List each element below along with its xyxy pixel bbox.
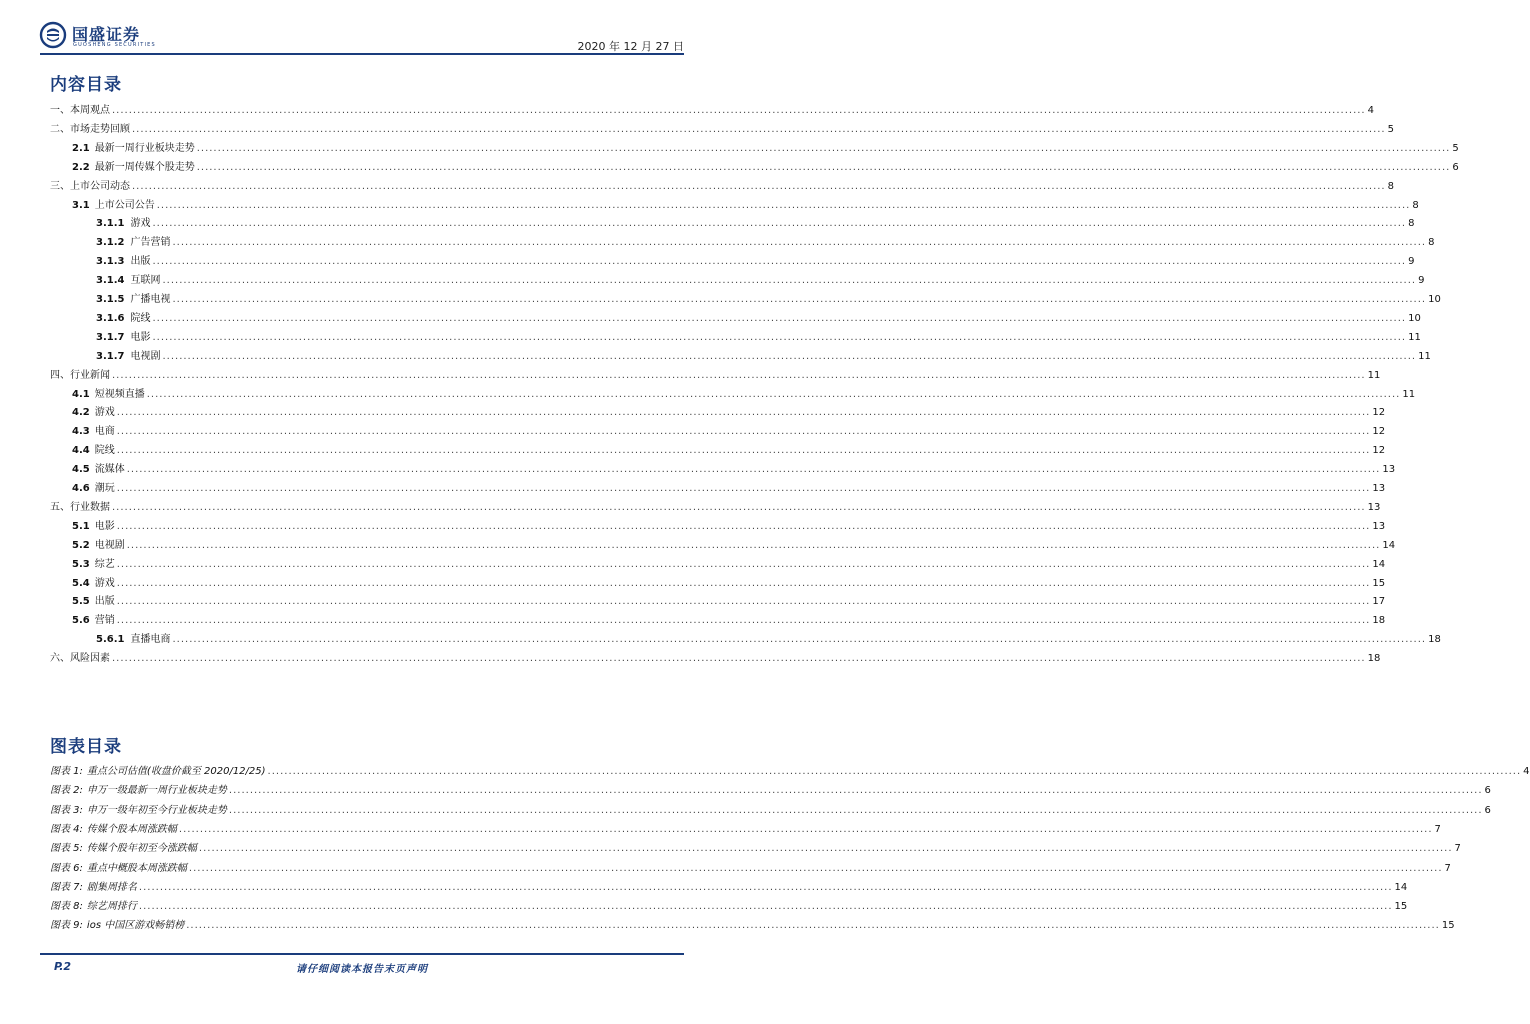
dot-leader: ............................................................................................................................................................................................................................................................................................................ bbox=[228, 804, 1483, 816]
dot-leader: ............................................................................................................................................................................................................................................................................................................ bbox=[162, 350, 1417, 362]
dot-leader: ............................................................................................................................................................................................................................................................................................................ bbox=[138, 881, 1393, 893]
dot-leader: ............................................................................................................................................................................................................................................................................................................ bbox=[138, 901, 1393, 913]
figure-entry[interactable] bbox=[50, 917, 1455, 933]
figure-entry-page: 6 bbox=[1484, 804, 1491, 816]
toc-entry-number: 4.4 bbox=[72, 445, 90, 457]
toc-entry[interactable] bbox=[96, 348, 1431, 364]
figure-entry-text: 申万一级最新一周行业板块走势 bbox=[86, 785, 227, 797]
figure-entry-prefix: 图表 5: bbox=[50, 843, 83, 855]
toc-entry-label bbox=[72, 520, 117, 534]
toc-entry-number: 3.1.4 bbox=[96, 275, 125, 287]
toc-entry-text: 出版 bbox=[130, 256, 151, 268]
toc-entry-text: 电影 bbox=[94, 520, 115, 532]
toc-entry-text: 二、市场走势回顾 bbox=[50, 123, 130, 135]
toc-entry-page: 14 bbox=[1372, 558, 1386, 570]
toc-entry[interactable] bbox=[72, 386, 1416, 402]
dot-leader: ............................................................................................................................................................................................................................................................................................................ bbox=[152, 331, 1407, 343]
toc-entry-text: 营销 bbox=[94, 615, 115, 627]
figure-entry[interactable] bbox=[50, 821, 1441, 837]
dot-leader: ............................................................................................................................................................................................................................................................................................................ bbox=[116, 426, 1371, 438]
dot-leader: ............................................................................................................................................................................................................................................................................................................ bbox=[126, 464, 1381, 476]
figure-entry-text: 综艺周排行 bbox=[86, 901, 137, 913]
dot-leader: ............................................................................................................................................................................................................................................................................................................ bbox=[116, 520, 1371, 532]
toc-entry-number: 3.1.3 bbox=[96, 256, 125, 268]
toc-entry-page: 5 bbox=[1387, 123, 1394, 135]
toc-entry-number: 3.1.5 bbox=[96, 294, 125, 305]
dot-leader: ............................................................................................................................................................................................................................................................................................................ bbox=[186, 920, 1440, 932]
dot-leader: ............................................................................................................................................................................................................................................................................................................ bbox=[188, 862, 1443, 874]
figure-entry-prefix: 图表 6: bbox=[50, 862, 83, 874]
dot-leader: ............................................................................................................................................................................................................................................................................................................ bbox=[198, 843, 1453, 855]
toc-entry-page: 13 bbox=[1372, 520, 1386, 532]
dot-leader: ............................................................................................................................................................................................................................................................................................................ bbox=[116, 596, 1371, 608]
figure-entry-text: ios 中国区游戏畅销榜 bbox=[86, 920, 185, 932]
toc-entry-label bbox=[96, 293, 172, 307]
toc-entry-text: 出版 bbox=[94, 596, 115, 608]
toc-entry-text: 上市公司公告 bbox=[94, 199, 155, 211]
toc-entry[interactable] bbox=[72, 197, 1419, 213]
figure-entry[interactable] bbox=[50, 802, 1491, 818]
toc-entry[interactable] bbox=[96, 253, 1415, 269]
toc-entry-label bbox=[96, 217, 152, 231]
toc-entry-text: 互联网 bbox=[130, 275, 161, 287]
toc-entry-page: 6 bbox=[1452, 161, 1459, 173]
toc-entry-page: 13 bbox=[1382, 464, 1396, 476]
toc-entry-label bbox=[50, 652, 112, 666]
toc-entry-text: 直播电商 bbox=[130, 634, 171, 646]
toc-entry-text: 游戏 bbox=[130, 218, 151, 230]
toc-entry-number: 5.4 bbox=[72, 577, 90, 589]
toc-entry-text: 电影 bbox=[130, 331, 151, 343]
toc-entry[interactable] bbox=[96, 272, 1425, 288]
toc-entry-page: 18 bbox=[1372, 615, 1386, 627]
figure-entry-label bbox=[50, 919, 186, 933]
toc-entry-text: 短视频直播 bbox=[94, 388, 145, 400]
toc-entry[interactable] bbox=[96, 631, 1441, 647]
dot-leader: ............................................................................................................................................................................................................................................................................................................ bbox=[172, 634, 1427, 646]
toc-entry[interactable] bbox=[72, 404, 1386, 420]
toc-entry-label bbox=[72, 142, 197, 156]
figure-entry-prefix: 图表 3: bbox=[50, 804, 83, 816]
toc-entry[interactable] bbox=[72, 423, 1386, 439]
figure-entry-text: 重点中概股本周涨跌幅 bbox=[86, 862, 187, 874]
toc-entry-label bbox=[72, 406, 117, 420]
toc-entry-page: 10 bbox=[1408, 312, 1421, 324]
toc-entry-number: 4.1 bbox=[72, 388, 90, 400]
toc-entry-label bbox=[50, 123, 132, 137]
figures-title: 图表目录 bbox=[50, 737, 122, 757]
toc-entry-number: 4.3 bbox=[72, 426, 90, 438]
dot-leader: ............................................................................................................................................................................................................................................................................................................ bbox=[152, 218, 1407, 230]
toc-entry-number: 2.1 bbox=[72, 142, 90, 154]
dot-leader: ............................................................................................................................................................................................................................................................................................................ bbox=[172, 294, 1427, 305]
dot-leader: ............................................................................................................................................................................................................................................................................................................ bbox=[116, 407, 1371, 419]
figure-entry-page: 4 bbox=[1523, 766, 1530, 777]
toc-entry-text: 电视剧 bbox=[130, 350, 161, 362]
figure-entry-text: 传媒个股本周涨跌幅 bbox=[86, 823, 177, 835]
toc-entry-label bbox=[72, 558, 117, 572]
toc-entry-page: 8 bbox=[1428, 237, 1435, 249]
toc-entry-label bbox=[96, 350, 162, 364]
toc-entry-text: 五、行业数据 bbox=[50, 501, 110, 513]
dot-leader: ............................................................................................................................................................................................................................................................................................................ bbox=[116, 615, 1371, 627]
toc-entry-page: 12 bbox=[1372, 407, 1386, 419]
figure-entry-prefix: 图表 4: bbox=[50, 823, 83, 835]
toc-entry-page: 17 bbox=[1372, 596, 1386, 608]
toc-entry-text: 电视剧 bbox=[94, 539, 125, 551]
toc-entry-number: 5.6 bbox=[72, 615, 90, 627]
toc-entry-page: 12 bbox=[1372, 445, 1386, 457]
toc-entry-label bbox=[50, 104, 112, 118]
figure-entry-label bbox=[50, 842, 199, 856]
dot-leader: ............................................................................................................................................................................................................................................................................................................ bbox=[156, 199, 1411, 211]
toc-entry[interactable] bbox=[72, 575, 1386, 591]
dot-leader: ............................................................................................................................................................................................................................................................................................................ bbox=[132, 123, 1386, 135]
toc-entry-text: 广告营销 bbox=[130, 237, 171, 249]
toc-entry[interactable] bbox=[50, 121, 1394, 137]
dot-leader: ............................................................................................................................................................................................................................................................................................................ bbox=[152, 256, 1407, 268]
dot-leader: ............................................................................................................................................................................................................................................................................................................ bbox=[196, 142, 1451, 154]
toc-entry-label bbox=[96, 255, 152, 269]
toc-entry[interactable] bbox=[72, 461, 1396, 477]
toc-entry-label bbox=[72, 577, 117, 591]
toc-entry-text: 院线 bbox=[130, 312, 151, 324]
company-name-en: GUOSHENG SECURITIES bbox=[73, 42, 156, 48]
toc-entry[interactable] bbox=[72, 537, 1396, 553]
dot-leader: ............................................................................................................................................................................................................................................................................................................ bbox=[146, 388, 1401, 400]
figure-entry-page: 7 bbox=[1434, 823, 1441, 835]
toc-entry-page: 15 bbox=[1372, 577, 1386, 589]
toc-entry-number: 2.2 bbox=[72, 161, 90, 173]
figure-entry-page: 15 bbox=[1394, 901, 1408, 913]
toc-entry-label bbox=[96, 331, 152, 345]
toc-entry[interactable] bbox=[96, 310, 1421, 326]
figure-entry-text: 重点公司估值(收盘价截至 2020/12/25) bbox=[86, 766, 266, 777]
figure-entry-label bbox=[50, 823, 179, 837]
figure-entry-text: 传媒个股年初至今涨跌幅 bbox=[86, 843, 197, 855]
toc-entry-label bbox=[50, 180, 132, 194]
dot-leader: ............................................................................................................................................................................................................................................................................................................ bbox=[126, 539, 1381, 551]
dot-leader: ............................................................................................................................................................................................................................................................................................................ bbox=[112, 105, 1366, 116]
toc-entry-page: 11 bbox=[1418, 350, 1431, 362]
toc-entry-page: 13 bbox=[1367, 501, 1381, 513]
report-date: 2020 年 12 月 27 日 bbox=[577, 40, 684, 53]
figure-entry-prefix: 图表 2: bbox=[50, 785, 83, 797]
dot-leader: ............................................................................................................................................................................................................................................................................................................ bbox=[116, 445, 1371, 457]
toc-entry-page: 18 bbox=[1428, 634, 1441, 646]
toc-entry-number: 5.2 bbox=[72, 539, 90, 551]
toc-entry[interactable] bbox=[72, 159, 1459, 175]
page-number: P.2 bbox=[54, 960, 72, 973]
toc-entry[interactable] bbox=[50, 102, 1374, 118]
header-divider bbox=[40, 53, 684, 55]
figure-entry-page: 7 bbox=[1454, 843, 1461, 855]
dot-leader: ............................................................................................................................................................................................................................................................................................................ bbox=[112, 501, 1366, 513]
toc-entry-label bbox=[72, 425, 117, 439]
toc-entry[interactable] bbox=[50, 650, 1381, 666]
toc-entry[interactable] bbox=[72, 593, 1386, 609]
figure-entry[interactable] bbox=[50, 898, 1408, 914]
toc-entry-number: 4.6 bbox=[72, 483, 90, 494]
toc-entry[interactable] bbox=[72, 612, 1386, 628]
figure-entry-prefix: 图表 9: bbox=[50, 920, 83, 932]
toc-entry-text: 游戏 bbox=[94, 407, 115, 419]
figure-entry-label bbox=[50, 784, 229, 798]
toc-entry-label bbox=[50, 501, 112, 515]
toc-entry-text: 潮玩 bbox=[94, 483, 115, 494]
page-header bbox=[0, 0, 724, 56]
toc-entry-number: 3.1.1 bbox=[96, 218, 125, 230]
toc-entry-page: 8 bbox=[1387, 180, 1394, 192]
toc-entry[interactable] bbox=[72, 480, 1386, 496]
toc-entry-number: 3.1.7 bbox=[96, 331, 125, 343]
disclaimer-note: 请仔细阅读本报告末页声明 bbox=[296, 964, 428, 975]
toc-entry-text: 三、上市公司动态 bbox=[50, 180, 130, 192]
company-logo-icon bbox=[40, 22, 66, 48]
figure-entry-label bbox=[50, 900, 139, 914]
dot-leader: ............................................................................................................................................................................................................................................................................................................ bbox=[132, 180, 1386, 192]
toc-entry-text: 最新一周传媒个股走势 bbox=[94, 161, 195, 173]
toc-entry-number: 3.1.2 bbox=[96, 237, 125, 249]
toc-entry-text: 院线 bbox=[94, 445, 115, 457]
toc-entry-label bbox=[96, 236, 172, 250]
figure-entry[interactable] bbox=[50, 782, 1491, 798]
toc-entry-page: 5 bbox=[1452, 142, 1459, 154]
toc-entry-page: 4 bbox=[1367, 105, 1374, 116]
toc-entry[interactable] bbox=[96, 215, 1415, 231]
figure-entry-page: 15 bbox=[1441, 920, 1455, 932]
figure-entry-prefix: 图表 1: bbox=[50, 766, 83, 777]
figure-entry[interactable] bbox=[50, 840, 1461, 856]
toc-entry[interactable] bbox=[50, 178, 1394, 194]
footer-divider bbox=[40, 953, 684, 955]
figure-entry-page: 6 bbox=[1484, 785, 1491, 797]
toc-entry[interactable] bbox=[50, 367, 1381, 383]
figure-entry-label bbox=[50, 881, 139, 895]
toc-entry-number: 5.1 bbox=[72, 520, 90, 532]
toc-entry-page: 12 bbox=[1372, 426, 1386, 438]
dot-leader: ............................................................................................................................................................................................................................................................................................................ bbox=[112, 369, 1366, 381]
toc-entry-page: 8 bbox=[1412, 199, 1419, 211]
toc-entry[interactable] bbox=[96, 234, 1435, 250]
toc-entry[interactable] bbox=[96, 291, 1441, 307]
figure-entry-prefix: 图表 7: bbox=[50, 881, 83, 893]
toc-entry-number: 3.1 bbox=[72, 199, 90, 211]
toc-entry-label bbox=[72, 199, 157, 213]
dot-leader: ............................................................................................................................................................................................................................................................................................................ bbox=[116, 558, 1371, 570]
toc-entry-page: 14 bbox=[1382, 539, 1396, 551]
toc-entry-label bbox=[96, 312, 152, 326]
figure-entry-text: 剧集周排名 bbox=[86, 881, 137, 893]
toc-entry-label bbox=[72, 614, 117, 628]
figure-entry-page: 14 bbox=[1394, 881, 1408, 893]
toc-entry-label bbox=[96, 274, 162, 288]
dot-leader: ............................................................................................................................................................................................................................................................................................................ bbox=[116, 577, 1371, 589]
toc-entry-label bbox=[72, 444, 117, 458]
toc-entry-label bbox=[72, 463, 127, 477]
figure-entry[interactable] bbox=[50, 860, 1451, 876]
toc-entry-label bbox=[96, 633, 172, 647]
toc-entry-text: 四、行业新闻 bbox=[50, 369, 110, 381]
dot-leader: ............................................................................................................................................................................................................................................................................................................ bbox=[267, 766, 1522, 777]
toc-entry-text: 综艺 bbox=[94, 558, 115, 570]
toc-entry-text: 六、风险因素 bbox=[50, 653, 110, 665]
toc-entry-text: 游戏 bbox=[94, 577, 115, 589]
toc-entry-label bbox=[72, 161, 197, 175]
toc-entry[interactable] bbox=[72, 518, 1386, 534]
toc-entry-label bbox=[50, 369, 112, 383]
toc-entry-label bbox=[72, 388, 147, 402]
toc-entry-number: 4.5 bbox=[72, 464, 90, 476]
toc-entry-page: 11 bbox=[1408, 331, 1421, 343]
toc-entry-text: 电商 bbox=[94, 426, 115, 438]
dot-leader: ............................................................................................................................................................................................................................................................................................................ bbox=[162, 275, 1417, 287]
figure-entry-page: 7 bbox=[1444, 862, 1451, 874]
toc-entry-text: 最新一周行业板块走势 bbox=[94, 142, 195, 154]
toc-entry-page: 13 bbox=[1372, 483, 1386, 494]
toc-entry-page: 18 bbox=[1367, 653, 1381, 665]
figure-entry-label bbox=[50, 804, 229, 818]
toc-entry-text: 一、本周观点 bbox=[50, 105, 110, 116]
toc-entry-number: 5.5 bbox=[72, 596, 90, 608]
toc-entry[interactable] bbox=[72, 442, 1386, 458]
toc-entry-label bbox=[72, 539, 127, 553]
toc-entry-page: 11 bbox=[1367, 369, 1381, 381]
toc-entry-page: 10 bbox=[1428, 294, 1441, 305]
toc-entry-page: 9 bbox=[1408, 256, 1415, 268]
toc-entry[interactable] bbox=[50, 499, 1381, 515]
toc-entry-page: 8 bbox=[1408, 218, 1415, 230]
toc-entry-page: 9 bbox=[1418, 275, 1425, 287]
toc-entry-number: 3.1.7 bbox=[96, 350, 125, 362]
figure-entry[interactable] bbox=[50, 879, 1408, 895]
dot-leader: ............................................................................................................................................................................................................................................................................................................ bbox=[116, 483, 1371, 494]
toc-entry-page: 11 bbox=[1402, 388, 1416, 400]
figure-entry-text: 申万一级年初至今行业板块走势 bbox=[86, 804, 227, 816]
figure-entry[interactable] bbox=[50, 763, 1530, 779]
toc-entry-number: 3.1.6 bbox=[96, 312, 125, 324]
toc-entry[interactable] bbox=[72, 556, 1386, 572]
toc-entry-number: 4.2 bbox=[72, 407, 90, 419]
toc-entry[interactable] bbox=[72, 140, 1459, 156]
company-name: 国盛证券 bbox=[72, 25, 141, 44]
figure-entry-label bbox=[50, 765, 268, 779]
dot-leader: ............................................................................................................................................................................................................................................................................................................ bbox=[228, 785, 1483, 797]
dot-leader: ............................................................................................................................................................................................................................................................................................................ bbox=[152, 312, 1407, 324]
toc-entry[interactable] bbox=[96, 329, 1421, 345]
toc-title: 内容目录 bbox=[50, 75, 122, 95]
dot-leader: ............................................................................................................................................................................................................................................................................................................ bbox=[196, 161, 1451, 173]
toc-entry-label bbox=[72, 595, 117, 609]
toc-entry-number: 5.3 bbox=[72, 558, 90, 570]
toc-entry-number: 5.6.1 bbox=[96, 634, 125, 646]
dot-leader: ............................................................................................................................................................................................................................................................................................................ bbox=[172, 237, 1427, 249]
toc-entry-text: 流媒体 bbox=[94, 464, 125, 476]
toc-entry-text: 广播电视 bbox=[130, 294, 171, 305]
dot-leader: ............................................................................................................................................................................................................................................................................................................ bbox=[178, 823, 1433, 835]
toc-entry-label bbox=[72, 482, 117, 496]
figure-entry-prefix: 图表 8: bbox=[50, 901, 83, 913]
dot-leader: ............................................................................................................................................................................................................................................................................................................ bbox=[112, 653, 1366, 665]
figure-entry-label bbox=[50, 862, 189, 876]
